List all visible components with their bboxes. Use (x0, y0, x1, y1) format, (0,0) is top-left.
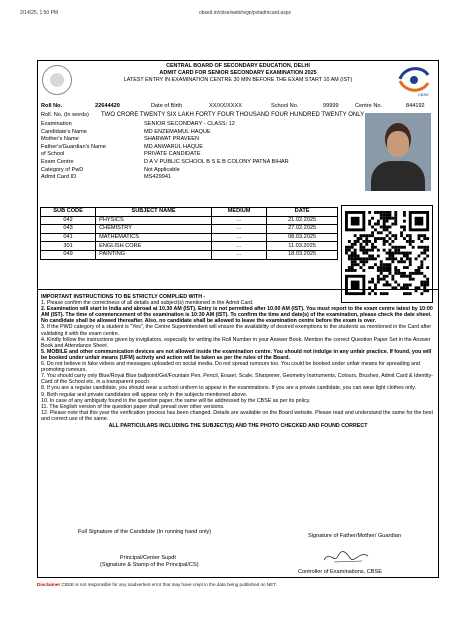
date-cell: 27.02.2025 (267, 225, 338, 234)
divider (38, 289, 438, 290)
roll-words-label: Roll. No. (In words) (41, 112, 89, 118)
print-datetime: 2/14/25, 1:50 PM (20, 10, 59, 16)
disclaimer-text: CBSE is not responsible for any inadvertent error that may have crept in the data being published on NET. (61, 582, 277, 587)
subject-name-cell: CHEMISTRY (96, 225, 212, 234)
subject-name-cell: MATHEMATICS (96, 233, 212, 242)
field-value: MS429941 (144, 174, 172, 181)
date-cell: 21.02.2025 (267, 216, 338, 225)
field-value: MD ENZEMAMUL HAQUE (144, 128, 211, 135)
instructions-footer: ALL PARTICULARS INCLUDING THE SUBJECT(S) AND THE PHOTO CHECKED AND FOUND CORRECT (108, 422, 368, 429)
candidate-signature-label: Full Signature of the Candidate (In running hand only) (78, 529, 212, 535)
field-label: Father's/Guardian's Name (41, 143, 106, 150)
roll-number: 22644420 (95, 103, 120, 109)
field-label: Examination (41, 121, 72, 127)
col-subject-name: SUBJECT NAME (96, 208, 212, 217)
sub-code-cell: 041 (41, 233, 96, 242)
col-medium: MEDIUM (212, 208, 267, 217)
parent-signature-label: Signature of Father/Mother/ Guardian (308, 533, 401, 539)
medium-cell: ... (212, 242, 267, 251)
subject-row (41, 225, 338, 234)
principal-label: Principal/Center Supdt (120, 555, 176, 561)
sub-code-cell: 049 (41, 250, 96, 259)
subject-name-cell: ENGLISH CORE (96, 242, 212, 251)
instruction-item: 8. If you are a regular candidate, you should wear a school uniform to appear in the examinations. If you are a private candidate, you can wear light clothes only. (41, 385, 417, 392)
field-label: Admit Card ID (41, 174, 77, 181)
centre-number: 844192 (406, 103, 425, 109)
instruction-item: 1. Please confirm the correctness of all details and subject(s) mentioned in the Admit Card. (41, 300, 254, 307)
cbse-seal-icon (42, 65, 72, 95)
instructions (41, 294, 435, 429)
field-label: Mother's Name (41, 136, 79, 143)
subject-table-header (41, 208, 338, 217)
instruction-item: 10. In case of any ambiguity found in the question paper, the same will be addressed by the CBSE as per its policy. (41, 397, 311, 404)
field-value: Not Applicable (144, 166, 180, 173)
instruction-item: 12. Please note that this year the verification process has been changed. Details are available on the Board website. Please read and understand the same for the best and correct use of the same. (41, 409, 433, 422)
date-cell: 18.03.2025 (267, 250, 338, 259)
date-cell: 08.03.2025 (267, 233, 338, 242)
school-label: School No. (271, 103, 299, 109)
subject-row (41, 233, 338, 242)
subject-name-cell: PAINTING (96, 250, 212, 259)
instruction-item: 6. Do not believe in fake videos and messages uploaded on social media. Do not spread rumours too. You could be booked under unfair means for spreading and promoting rumours. (41, 361, 420, 374)
field-value: SHARWAT PRAVEEN (144, 136, 200, 143)
school-number: 99999 (323, 103, 339, 109)
instruction-item: 3. If the PWD category of a student is "Yes", the Centre Superintendent will ensure the availability of desired exemptions to the students as mentioned in the Card after validating it with the exam centre. (41, 324, 432, 337)
instruction-item: 2. Examination will start in India and abroad at 10.30 AM (IST). Entry is not permitted after 10.00 AM (IST). You must report to the exam centre latest by 10:00 AM (IST). The time of commencement of the examination is 10:30 AM (IST). To confirm the time and date(s) of the examination, please check the date sheet. No candidate shall be allowed thereafter. Also, no candidate shall be allowed to leave the examination centre before the exam is over. (41, 306, 433, 325)
sub-code-cell: 043 (41, 225, 96, 234)
medium-cell: ... (212, 225, 267, 234)
instruction-item: 5. MOBILE and other communication devices are not allowed inside the examination centre. You should not indulge in any unfair practice. If found, you will be booked under unfair means (UFM) activity and action will be taken as per the rules of the Board. (41, 348, 432, 361)
instruction-item: 9. Both regular and private candidates will appear only in the subjects mentioned above. (41, 391, 248, 398)
instruction-item: 4. Kindly follow the instructions given by invigilators, especially for writing the Roll Number in your Answer Book. Mention the correct Question Paper Set in the Answer Book and Attendance Sheet. (41, 336, 431, 349)
field-label: Exam Centre (41, 159, 74, 165)
medium-cell: ... (212, 216, 267, 225)
subject-row (41, 216, 338, 225)
field-value: SENIOR SECONDARY - CLASS: 12 (144, 121, 235, 127)
admit-card (37, 60, 439, 578)
field-label: Candidate's Name (41, 128, 87, 135)
disclaimer-label: Disclaimer (37, 582, 61, 587)
field-value: D A V PUBLIC SCHOOL B S E B COLONY PATNA BIHAR (144, 159, 289, 165)
subject-name-cell: PHYSICS (96, 216, 212, 225)
field-label: Category of PwD (41, 166, 84, 173)
sub-code-cell: 042 (41, 216, 96, 225)
instruction-item: 7. You should carry only Blue/Royal Blue ballpoint/Gel/Fountain Pen, Pencil, Eraser, Scale, Sharpener, Geometry Instruments, Colours, Brushes, Admit Card & Identity-Card of the School etc. in a transparent pouch. (41, 373, 433, 386)
date-cell: 11.03.2025 (267, 242, 338, 251)
roll-label: Roll No. (41, 103, 63, 109)
cbse-swirl-logo-icon (394, 63, 434, 97)
dob-label: Date of Birth (151, 103, 183, 109)
field-value: PRIVATE CANDIDATE (144, 151, 201, 158)
entry-note: LATEST ENTRY IN EXAMINATION CENTRE 30 MIN BEFORE THE EXAM START 10 AM (IST) (123, 77, 353, 83)
principal-stamp-label: (Signature & Stamp of the Principal/CS) (100, 562, 199, 568)
col-date: DATE (267, 208, 338, 217)
instruction-item: 11. The English version of the question paper shall prevail over other versions. (41, 403, 225, 410)
dob-value: XX/XX/XXXX (209, 103, 242, 109)
subject-table (40, 207, 338, 260)
instructions-heading: IMPORTANT INSTRUCTIONS TO BE STRICTLY COMPLIED WITH - (41, 294, 206, 300)
disclaimer (37, 582, 277, 587)
sub-code-cell: 301 (41, 242, 96, 251)
candidate-photo (365, 113, 431, 191)
medium-cell: ... (212, 250, 267, 259)
logo-caption: CBSE (418, 92, 429, 97)
controller-signature-icon (322, 548, 372, 566)
subject-row (41, 242, 338, 251)
col-sub-code: SUB CODE (41, 208, 96, 217)
centre-label: Centre No. (355, 103, 383, 109)
subject-row (41, 250, 338, 259)
print-url: obseit.in/cbse/web/regn/pvtadmcard.aspx (199, 10, 291, 16)
board-title: CENTRAL BOARD OF SECONDARY EDUCATION, DELHI (166, 63, 310, 69)
field-value: MD ANWARUL HAQUE (144, 143, 203, 150)
medium-cell: ... (212, 233, 267, 242)
controller-label: Controller of Examinations, CBSE (298, 569, 382, 575)
card-title: ADMIT CARD FOR SENIOR SECONDARY EXAMINATION 2025 (159, 70, 317, 76)
roll-words: TWO CRORE TWENTY SIX LAKH FORTY FOUR THOUSAND FOUR HUNDRED TWENTY ONLY (101, 112, 365, 118)
field-label: of School (41, 151, 65, 158)
